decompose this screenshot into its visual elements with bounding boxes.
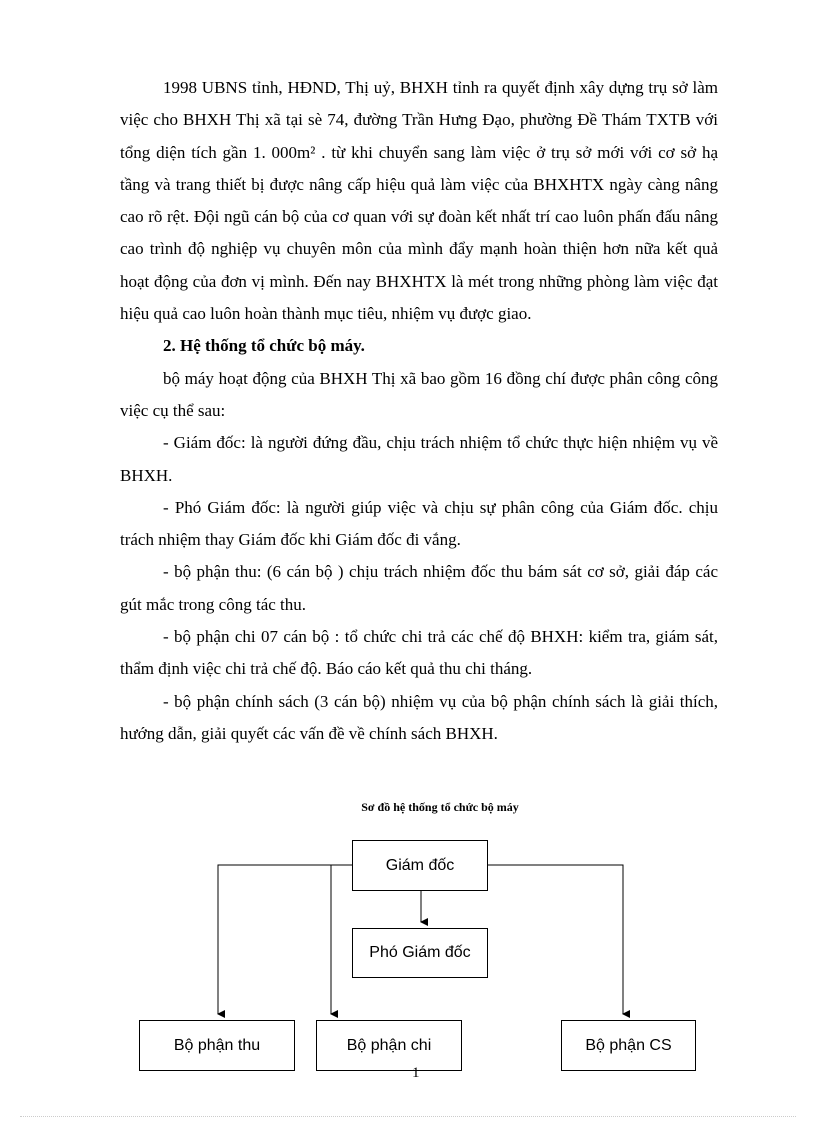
section-heading: 2. Hệ thống tổ chức bộ máy. (163, 336, 365, 356)
connector-to-expense (331, 865, 352, 1014)
node-deputy (352, 928, 488, 978)
node-policy (561, 1020, 696, 1071)
page-number: 1 (412, 1065, 420, 1081)
paragraph-expense: - bộ phận chi 07 cán bộ : tổ chức chi trả các chế độ BHXH: kiểm tra, giám sát, thẩm định việc chi trả chế độ. Báo cáo kết quả thu chi tháng. (120, 627, 718, 679)
body-text (120, 72, 718, 750)
paragraph-policy: - bộ phận chính sách (3 cán bộ) nhiệm vụ của bộ phận chính sách là giải thích, hướng dẫn, giải quyết các vấn đề về chính sách BHXH. (120, 691, 718, 743)
node-expense-label: Bộ phận chi (346, 1036, 432, 1054)
diagram-title: Sơ đồ hệ thống tổ chức bộ máy (361, 800, 519, 814)
node-policy-label: Bộ phận CS (585, 1036, 672, 1054)
paragraph-staff: bộ máy hoạt động của BHXH Thị xã bao gồm 16 đồng chí được phân công công việc cụ thể sau: (120, 368, 718, 420)
node-expense (316, 1020, 462, 1071)
node-director-label: Giám đốc (385, 856, 455, 874)
node-revenue (139, 1020, 295, 1071)
node-revenue-label: Bộ phận thu (173, 1036, 261, 1054)
paragraph-director: - Giám đốc: là người đứng đầu, chịu trách nhiệm tổ chức thực hiện nhiệm vụ về BHXH. (120, 433, 718, 485)
connector-to-policy (488, 865, 623, 1014)
page-bottom-divider (20, 1116, 796, 1117)
paragraph-intro: 1998 UBNS tỉnh, HĐND, Thị uỷ, BHXH tỉnh ra quyết định xây dựng trụ sở làm việc cho BHXH Thị xã tại sè 74, đường Trần Hưng Đạo, phường Đề Thám TXTB với tổng diện tích gần 1. 000m² . từ khi chuyển sang làm việc ở trụ sở mới với cơ sở hạ tầng và trang thiết bị được nâng cấp hiệu quả làm việc của BHXHTX ngày càng nâng cao rõ rệt. Đội ngũ cán bộ của cơ quan với sự đoàn kết nhất trí cao luôn phấn đấu nâng cao trình độ nghiệp vụ chuyên môn của mình đẩy mạnh hoàn thiện hơn nữa kết quả hoạt động của đơn vị mình. Đến nay BHXHTX là mét trong những phòng làm việc đạt hiệu quả cao luôn hoàn thành mục tiêu, nhiệm vụ được giao. (120, 78, 718, 324)
paragraph-deputy: - Phó Giám đốc: là người giúp việc và chịu sự phân công của Giám đốc. chịu trách nhiệm thay Giám đốc khi Giám đốc đi vắng. (120, 497, 718, 550)
node-deputy-label: Phó Giám đốc (369, 944, 471, 961)
connector-to-revenue (218, 865, 352, 1014)
paragraph-revenue: - bộ phận thu: (6 cán bộ ) chịu trách nhiệm đốc thu bám sát cơ sở, giải đáp các gút mắc trong công tác thu. (120, 562, 718, 614)
node-director (352, 840, 488, 891)
